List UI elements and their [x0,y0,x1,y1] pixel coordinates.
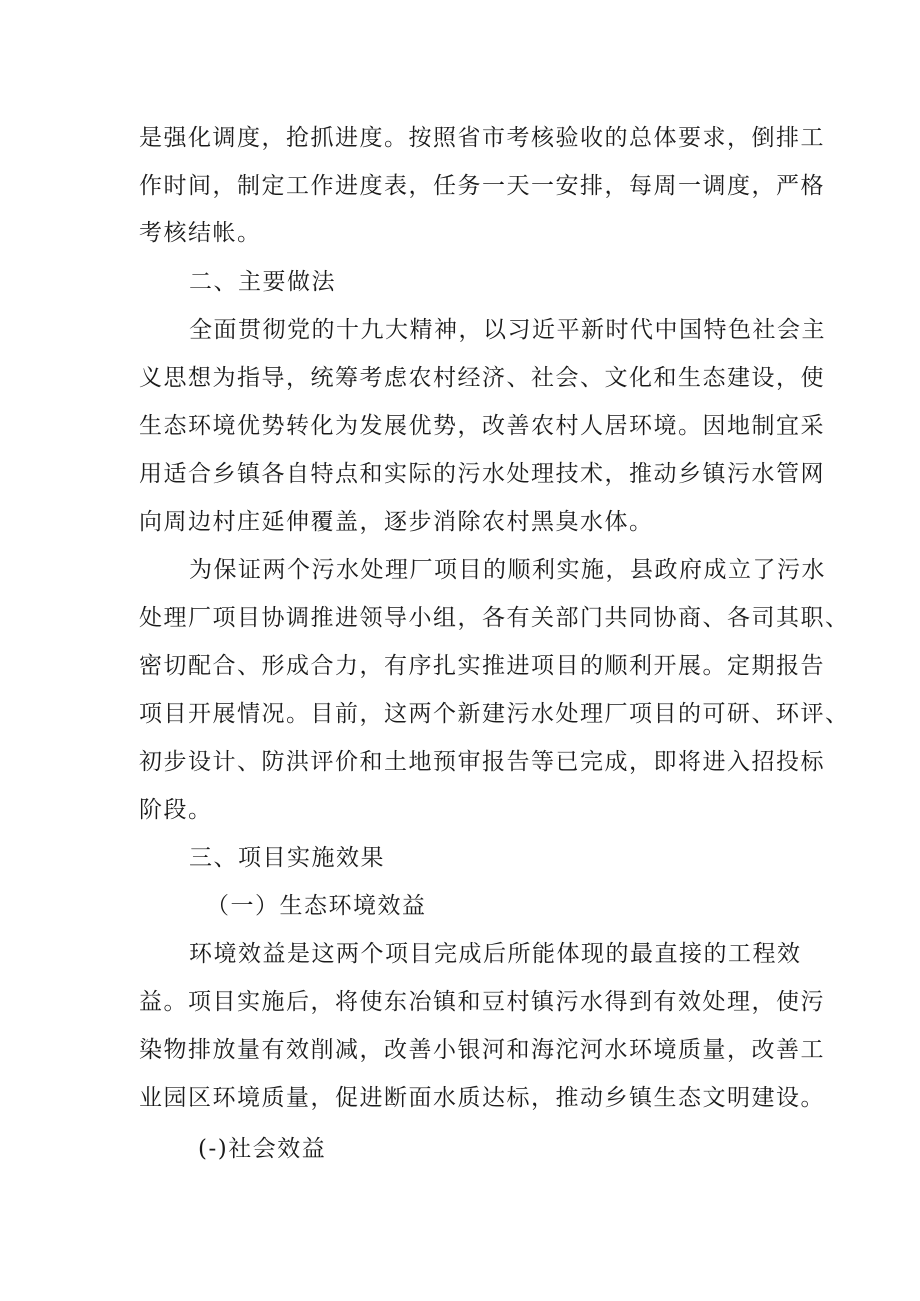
paragraph-3-line-1: 为保证两个污水处理厂项目的顺利实施，县政府成立了污水 [189,557,826,583]
subheading-ecological-benefits: （一）生态环境效益 [206,893,427,919]
subheading-social-benefits: (-)社会效益 [198,1136,327,1162]
paragraph-2-line-2: 义思想为指导，统筹考虑农村经济、社会、文化和生态建设，使 [139,365,825,391]
paragraph-3-line-4: 项目开展情况。目前，这两个新建污水处理厂项目的可研、环评、 [139,701,850,727]
paragraph-1-line-1: 是强化调度，抢抓进度。按照省市考核验收的总体要求，倒排工 [139,125,825,151]
paragraph-2-line-4: 用适合乡镇各自特点和实际的污水处理技术，推动乡镇污水管网 [139,461,825,487]
paragraph-4-line-3: 染物排放量有效削减，改善小银河和海沱河水环境质量，改善工 [139,1037,825,1063]
paragraph-2-line-3: 生态环境优势转化为发展优势，改善农村人居环境。因地制宜采 [139,413,825,439]
paragraph-3-line-3: 密切配合、形成合力，有序扎实推进项目的顺利开展。定期报告 [139,653,825,679]
paragraph-4-line-2: 益。项目实施后，将使东冶镇和豆村镇污水得到有效处理，使污 [139,989,825,1015]
paragraph-1-line-2: 作时间，制定工作进度表，任务一天一安排，每周一调度，严格 [139,173,825,199]
section-heading-project-effects: 三、项目实施效果 [189,845,385,871]
paragraph-3-line-6: 阶段。 [139,797,213,823]
paragraph-4-line-4: 业园区环境质量，促进断面水质达标，推动乡镇生态文明建设。 [139,1085,825,1111]
paragraph-2-line-1: 全面贯彻党的十九大精神，以习近平新时代中国特色社会主 [189,317,826,343]
paragraph-1-line-3: 考核结帐。 [139,220,262,246]
section-heading-main-practices: 二、主要做法 [189,269,336,295]
paragraph-4-line-1: 环境效益是这两个项目完成后所能体现的最直接的工程效 [189,941,802,967]
paragraph-2-line-5: 向周边村庄延伸覆盖，逐步消除农村黑臭水体。 [139,509,654,535]
paragraph-3-line-5: 初步设计、防洪评价和土地预审报告等已完成，即将进入招投标 [139,749,825,775]
paragraph-3-line-2: 处理厂项目协调推进领导小组，各有关部门共同协商、各司其职、 [139,605,850,631]
